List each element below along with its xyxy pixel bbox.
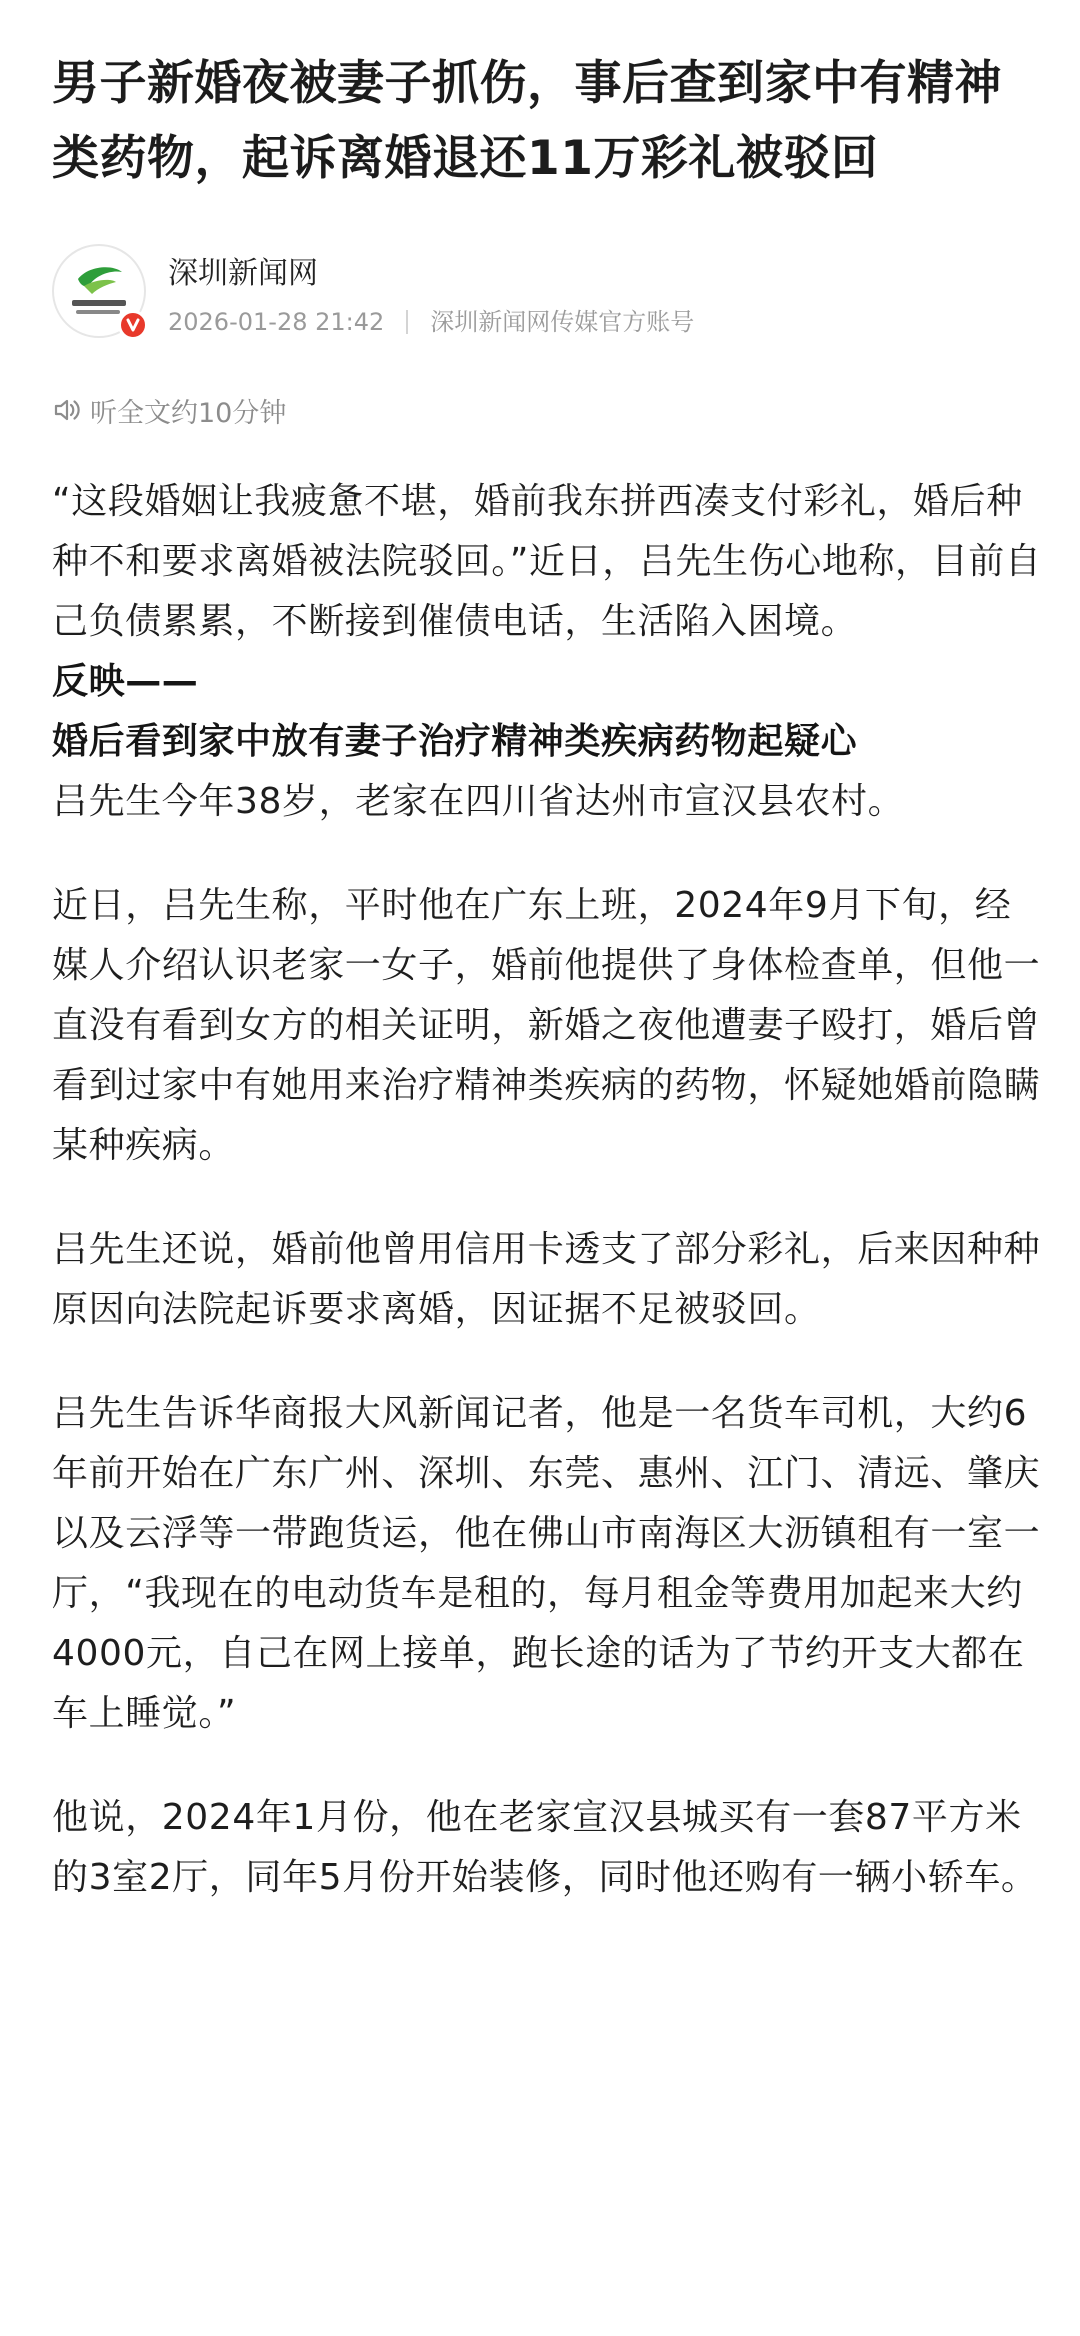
verified-badge-icon: [118, 310, 148, 340]
author-meta: [168, 302, 694, 337]
publish-datetime: 2026-01-28 21:42: [168, 308, 385, 336]
listen-label: 听全文约10分钟: [90, 397, 287, 429]
author-name[interactable]: 深圳新闻网: [168, 256, 318, 291]
speaker-icon: [52, 395, 82, 425]
author-row[interactable]: [52, 240, 1032, 350]
paragraph: “这段婚姻让我疲惫不堪，婚前我东拼西凑支付彩礼，婚后种种不和要求离婚被法院驳回。”近日，吕先生伤心地称，目前自己负债累累，不断接到催债电话，生活陷入困境。: [52, 481, 1042, 642]
article-body: [52, 472, 1042, 1952]
account-type: 深圳新闻网传媒官方账号: [430, 308, 695, 336]
listen-article-button[interactable]: [52, 390, 286, 430]
paragraph: 他说，2024年1月份，他在老家宣汉县城买有一套87平方米的3室2厅，同年5月份开始装修，同时他还购有一辆小轿车。: [52, 1797, 1038, 1898]
paragraph: 吕先生今年38岁，老家在四川省达州市宣汉县农村。: [52, 781, 905, 822]
article-title: 男子新婚夜被妻子抓伤，事后查到家中有精神类药物，起诉离婚退还11万彩礼被驳回: [52, 56, 1002, 186]
section-heading: 反映——: [52, 661, 199, 702]
meta-divider: [406, 310, 408, 334]
author-avatar[interactable]: [52, 244, 146, 338]
section-subheading: 婚后看到家中放有妻子治疗精神类疾病药物起疑心: [52, 721, 858, 762]
paragraph: 近日，吕先生称，平时他在广东上班，2024年9月下旬，经媒人介绍认识老家一女子，婚前他提供了身体检查单，但他一直没有看到女方的相关证明，新婚之夜他遭妻子殴打，婚后曾看到过家中有她用来治疗精神类疾病的药物，怀疑她婚前隐瞒某种疾病。: [52, 885, 1041, 1166]
paragraph: 吕先生告诉华商报大风新闻记者，他是一名货车司机，大约6年前开始在广东广州、深圳、东莞、惠州、江门、清远、肇庆以及云浮等一带跑货运，他在佛山市南海区大沥镇租有一室一厅，“我现在的电动货车是租的，每月租金等费用加起来大约4000元，自己在网上接单，跑长途的话为了节约开支大都在车上睡觉。”: [52, 1393, 1041, 1734]
paragraph: 吕先生还说，婚前他曾用信用卡透支了部分彩礼，后来因种种原因向法院起诉要求离婚，因证据不足被驳回。: [52, 1229, 1041, 1330]
